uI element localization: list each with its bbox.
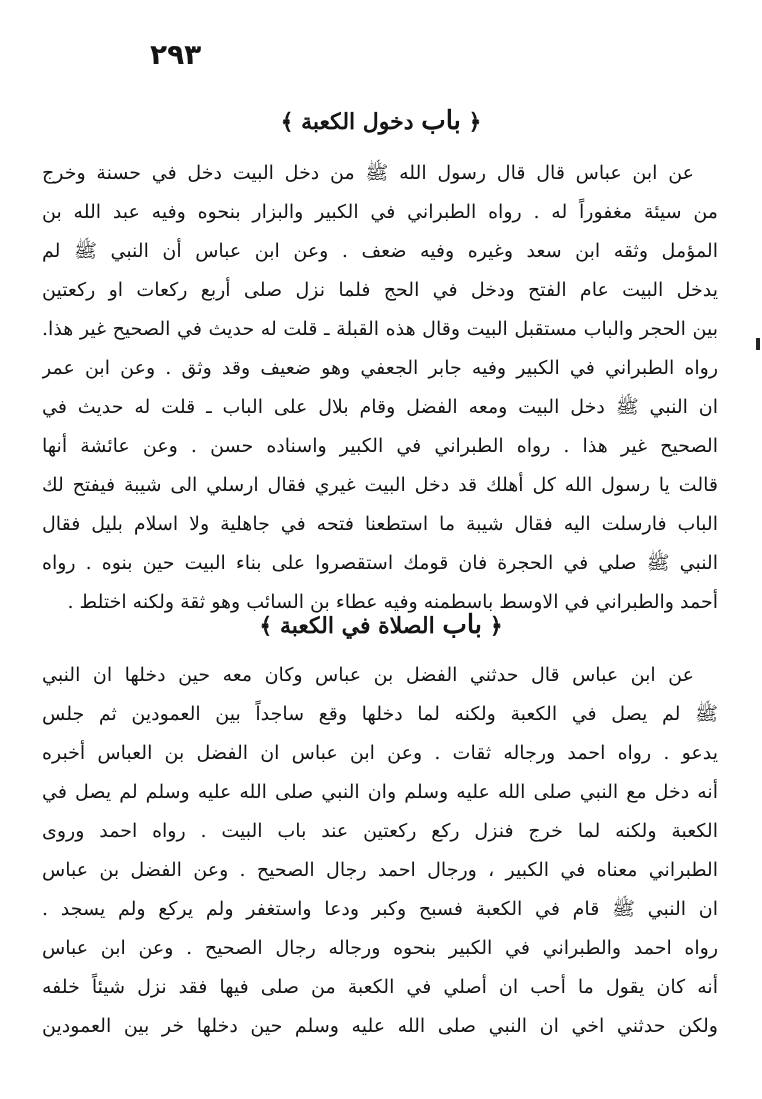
page-number: ٢٩٣ bbox=[150, 38, 202, 71]
text-line: الطبراني معناه في الكبير ، ورجال احمد رجال الصحيح . وعن الفضل بن عباس bbox=[42, 859, 718, 881]
heading-label: باب bbox=[421, 106, 461, 136]
text-line: ان النبي ﷺ دخل البيت ومعه الفضل وقام بلال على الباب ـ قلت له حديث في bbox=[42, 396, 718, 418]
heading-close-bracket: ﴾ bbox=[259, 613, 273, 639]
section1-body bbox=[42, 154, 718, 622]
text-line: أنه دخل مع النبي صلى الله عليه وسلم وان النبي صلى الله عليه وسلم لم يصل في bbox=[42, 781, 718, 803]
text-line: ﷺ لم يصل في الكعبة ولكنه لما دخلها وقع ساجداً بين العمودين ثم جلس bbox=[42, 703, 718, 725]
text-line: عن ابن عباس قال قال رسول الله ﷺ من دخل البيت دخل في حسنة وخرج bbox=[42, 162, 694, 184]
section-heading-entering-kaaba bbox=[0, 106, 762, 136]
text-line: الكعبة ولكنه لما خرج فنزل ركع ركعتين عند باب البيت . رواه احمد وروى bbox=[42, 820, 718, 842]
text-line: رواه الطبراني في الكبير وفيه جابر الجعفي وهو ضعيف وقد وثق . وعن ابن عمر bbox=[42, 357, 718, 379]
text-line: أحمد والطبراني في الاوسط باسطمنه وفيه عطاء بن السائب وهو ثقة ولكنه اختلط . bbox=[67, 591, 718, 613]
text-line: من سيئة مغفوراً له . رواه الطبراني في الكبير والبزار بنحوه وفيه عبد الله بن bbox=[42, 201, 718, 223]
text-line: المؤمل وثقه ابن سعد وغيره وفيه ضعف . وعن ابن عباس أن النبي ﷺ لم bbox=[42, 240, 718, 262]
text-line: بين الحجر والباب مستقبل البيت وقال هذه القبلة ـ قلت له حديث في الصحيح غير هذا. bbox=[42, 318, 718, 340]
scan-mark bbox=[756, 338, 760, 350]
text-line: ان النبي ﷺ قام في الكعبة فسبح وكبر ودعا واستغفر ولم يركع ولم يسجد . bbox=[42, 898, 718, 920]
text-line: قالت يا رسول الله كل أهلك قد دخل البيت غيري فقال ارسلي الى شيبة فيفتح لك bbox=[42, 474, 718, 496]
text-line: رواه احمد والطبراني في الكبير بنحوه ورجاله رجال الصحيح . وعن ابن عباس bbox=[42, 937, 718, 959]
heading-open-bracket: ﴿ bbox=[489, 613, 503, 639]
section2-body bbox=[42, 656, 718, 1046]
text-line: ولكن حدثني اخي ان النبي صلى الله عليه وسلم حين دخلها خر بين العمودين bbox=[42, 1015, 718, 1037]
heading-title: دخول الكعبة bbox=[301, 109, 414, 135]
text-line: الباب فارسلت اليه فقال شيبة ما استطعنا فتحه في جاهلية ولا اسلام بليل فقال bbox=[42, 513, 718, 535]
heading-label: باب bbox=[442, 610, 483, 640]
text-line: أنه كان يقول ما أحب ان أصلي في الكعبة من صلى فيها فقد نزل شيئاً خلفه bbox=[42, 976, 718, 998]
text-line: يدخل البيت عام الفتح ودخل في الحج فلما نزل صلى أربع ركعات او ركعتين bbox=[42, 279, 718, 301]
text-line: الصحيح غير هذا . رواه الطبراني في الكبير واسناده حسن . وعن عائشة أنها bbox=[42, 435, 718, 457]
heading-title: الصلاة في الكعبة bbox=[279, 613, 435, 639]
text-line: عن ابن عباس قال حدثني الفضل بن عباس وكان معه حين دخلها ان النبي bbox=[42, 664, 694, 686]
section-heading-prayer-in-kaaba bbox=[0, 610, 762, 640]
heading-close-bracket: ﴾ bbox=[280, 109, 294, 135]
heading-open-bracket: ﴿ bbox=[468, 109, 482, 135]
text-line: يدعو . رواه احمد ورجاله ثقات . وعن ابن عباس ان الفضل بن العباس أخبره bbox=[42, 742, 718, 764]
text-line: النبي ﷺ صلي في الحجرة فان قومك استقصروا على بناء البيت حين بنوه . رواه bbox=[42, 552, 718, 574]
